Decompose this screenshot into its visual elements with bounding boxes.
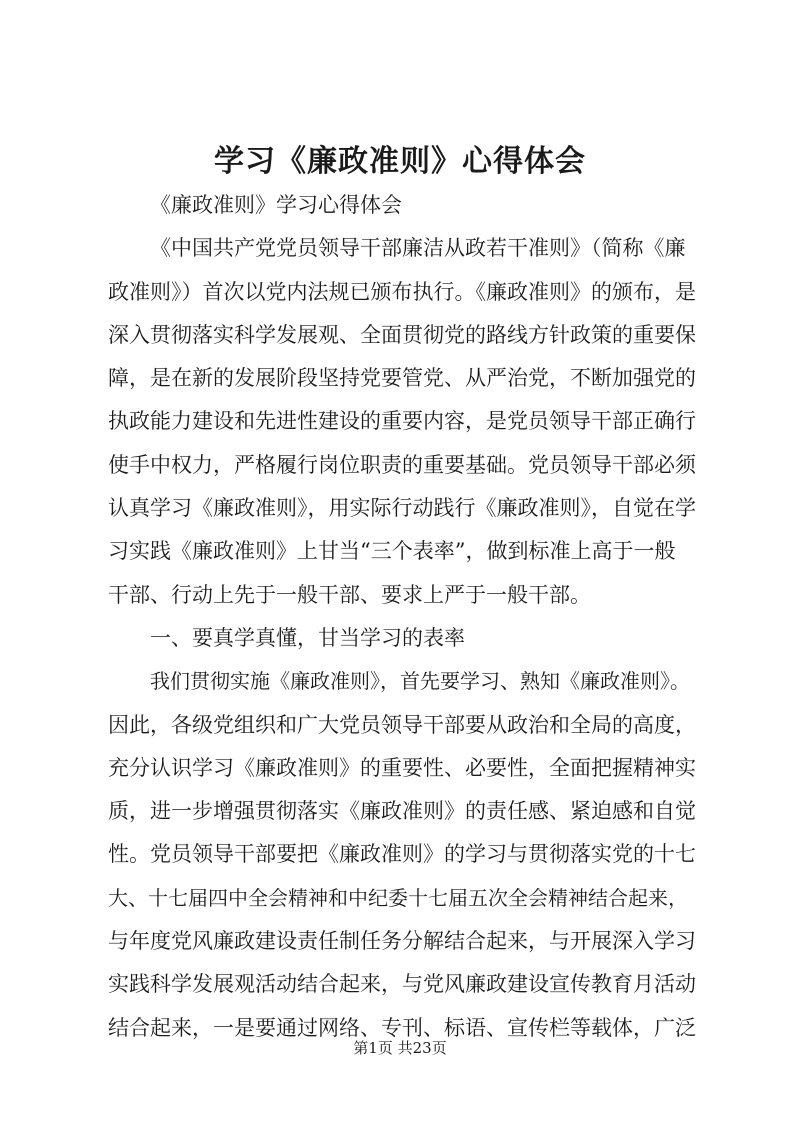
paragraph-line: 政准则》）首次以党内法规已颁布执行。《廉政准则》的颁布，是 <box>108 279 696 304</box>
subtitle-line: 《廉政准则》学习心得体会 <box>150 193 402 217</box>
document-title: 学习《廉政准则》心得体会 <box>214 144 586 179</box>
paragraph-line: 大、十七届四中全会精神和中纪委十七届五次全会精神结合起来， <box>108 885 688 910</box>
paragraph-line: 结合起来，一是要通过网络、专刊、标语、宣传栏等载体，广泛 <box>108 1015 696 1040</box>
section-heading: 一、要真学真懂，甘当学习的表率 <box>150 625 465 650</box>
paragraph-line: 深入贯彻落实科学发展观、全面贯彻党的路线方针政策的重要保 <box>108 322 696 347</box>
paragraph-line: 质，进一步增强贯彻落实《廉政准则》的责任感、紧迫感和自觉 <box>108 799 696 824</box>
page-number-footer: 第1页 共23页 <box>353 1039 447 1057</box>
paragraph-line: 干部、行动上先于一般干部、要求上严于一般干部。 <box>108 582 591 607</box>
paragraph-line: 习实践《廉政准则》上甘当“三个表率”，做到标准上高于一般 <box>108 539 676 564</box>
paragraph-line: 认真学习《廉政准则》，用实际行动践行《廉政准则》，自觉在学 <box>108 496 696 521</box>
paragraph-line: 充分认识学习《廉政准则》的重要性、必要性，全面把握精神实 <box>108 755 696 780</box>
paragraph-line: 我们贯彻实施《廉政准则》，首先要学习、熟知《廉政准则》。 <box>150 669 690 694</box>
paragraph-line: 执政能力建设和先进性建设的重要内容，是党员领导干部正确行 <box>108 409 696 434</box>
paragraph-line: 使手中权力，严格履行岗位职责的重要基础。党员领导干部必须 <box>108 452 696 477</box>
paragraph-line: 实践科学发展观活动结合起来，与党风廉政建设宣传教育月活动 <box>108 972 696 997</box>
paragraph-line: 性。党员领导干部要把《廉政准则》的学习与贯彻落实党的十七 <box>108 842 696 867</box>
paragraph-line: 因此，各级党组织和广大党员领导干部要从政治和全局的高度， <box>108 712 696 737</box>
paragraph-line: 与年度党风廉政建设责任制任务分解结合起来，与开展深入学习 <box>108 929 696 954</box>
paragraph-line: 《中国共产党党员领导干部廉洁从政若干准则》（简称《廉 <box>150 236 686 261</box>
paragraph-line: 障，是在新的发展阶段坚持党要管党、从严治党，不断加强党的 <box>108 366 696 391</box>
document-body <box>108 184 700 1050</box>
